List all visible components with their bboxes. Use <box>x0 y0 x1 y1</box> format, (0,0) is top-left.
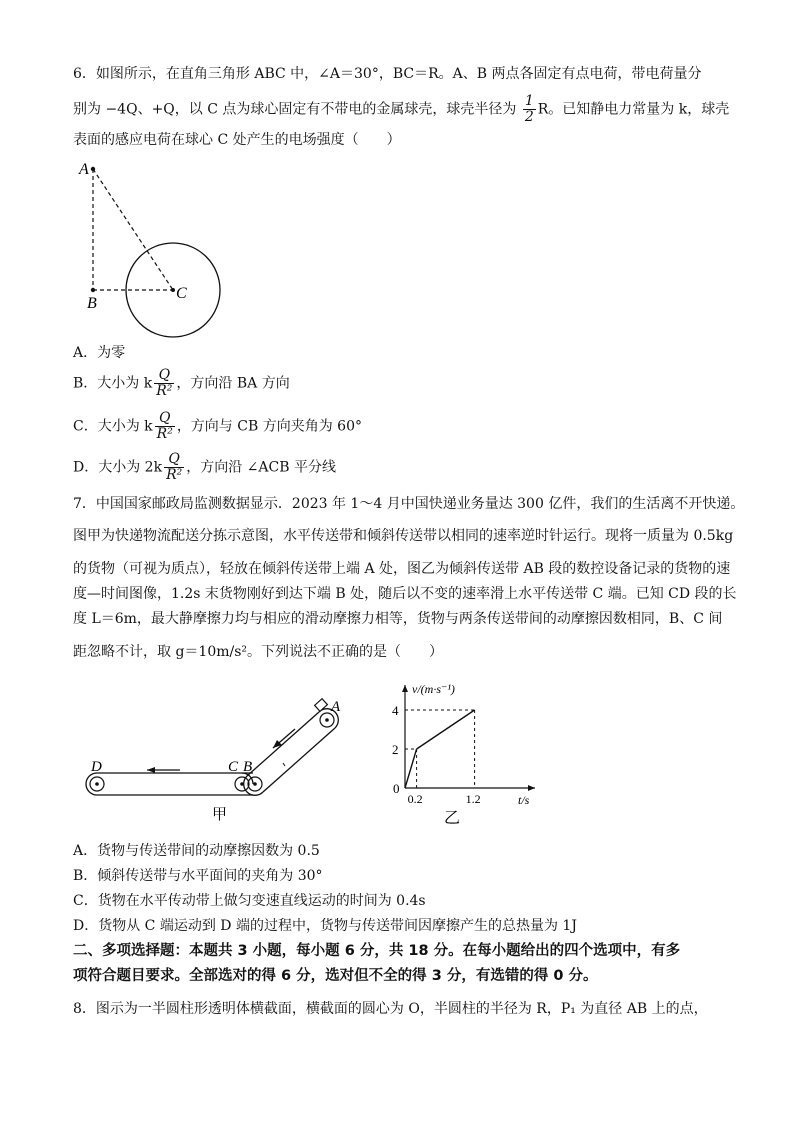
y-axis-arrowhead <box>402 685 408 692</box>
x-tick-label: 0.2 <box>407 792 423 806</box>
q6-line-2a: 别为 −4Q、+Q，以 C 点为球心固定有不带电的金属球壳，球壳半径为 <box>73 101 517 118</box>
q6-line-2b: R。已知静电力常量为 k，球壳 <box>537 101 730 118</box>
q7-line-1: 7．中国国家邮政局监测数据显示．2023 年 1～4 月中国快递业务量达 300 亿件，我们的生活离不开快递。 <box>73 496 745 512</box>
y-tick-label: 2 <box>392 742 399 757</box>
label-c: C <box>228 759 239 775</box>
section-2-heading-line-2: 项符合题目要求。全部选对的得 6 分，选对但不全的得 3 分，有选错的得 0 分。 <box>73 968 598 984</box>
q6-option-c <box>73 411 362 442</box>
q7-option-d: D．货物从 C 端运动到 D 端的过程中，货物与传送带间因摩擦产生的总热量为 1J <box>73 918 577 934</box>
q6-option-d-pre: D．大小为 2k <box>73 459 163 476</box>
point-a <box>91 167 95 171</box>
fraction-denominator: R² <box>166 467 183 483</box>
q7-option-a: A．货物与传送带间的动摩擦因数为 0.5 <box>73 843 320 859</box>
q6-option-d <box>73 452 336 483</box>
label-b: B <box>87 295 97 312</box>
q8-line-1: 8．图示为一半圆柱形透明体横截面，横截面的圆心为 O，半圆柱的半径为 R，P₁ 为直径 AB 上的点， <box>73 1001 708 1017</box>
horizontal-belt-arrowhead <box>147 767 155 773</box>
caption-yi: 乙 <box>444 810 461 827</box>
q6-option-b-pre: B．大小为 k <box>73 375 153 392</box>
q-over-r2-fraction <box>155 411 175 442</box>
label-c: C <box>176 285 187 302</box>
inclined-belt-top <box>247 712 319 776</box>
y-axis-label: v/(m·s⁻¹) <box>412 682 455 696</box>
half-fraction <box>523 94 536 125</box>
fraction-numerator: Q <box>154 368 174 384</box>
point-c <box>171 288 175 292</box>
q6-line-1: 6．如图所示，在直角三角形 ABC 中，∠A＝30°，BC＝R。A、B 两点各固定有点电荷，带电荷量分 <box>73 66 702 82</box>
q-over-r2-fraction <box>154 368 174 399</box>
x-axis-label: t/s <box>518 793 530 807</box>
half-denominator: 2 <box>524 109 534 125</box>
q6-option-b <box>73 368 290 399</box>
origin-label: 0 <box>393 781 400 796</box>
q7-line-2: 图甲为快递物流配送分拣示意图，水平传送带和倾斜传送带以相同的速率逆时针运行。现将一质量为 0.5kg <box>73 528 734 544</box>
label-a: A <box>79 161 89 178</box>
y-tick-label: 4 <box>392 703 399 718</box>
label-a: A <box>331 699 341 715</box>
fraction-numerator: Q <box>155 411 175 427</box>
velocity-time-chart-yi <box>385 675 540 830</box>
fraction-numerator: Q <box>164 452 184 468</box>
x-axis-arrowhead <box>528 785 535 791</box>
fraction-denominator: R² <box>156 383 173 399</box>
segment-ac <box>93 169 173 290</box>
half-numerator: 1 <box>524 93 534 109</box>
q6-option-b-post: ，方向沿 BA 方向 <box>176 375 290 392</box>
inclined-belt-bottom <box>263 728 335 792</box>
caption-jia: 甲 <box>212 807 228 823</box>
q6-line-3: 表面的感应电荷在球心 C 处产生的电场强度（ ） <box>73 132 401 148</box>
section-2-heading-line-1: 二、多项选择题：本题共 3 小题，每小题 6 分，共 18 分。在每小题给出的四个选项中，有多 <box>73 943 681 959</box>
q7-line-6: 距忽略不计，取 g＝10m/s²。下列说法不正确的是（ ） <box>73 644 444 660</box>
conveyor-figure-jia <box>85 695 355 825</box>
q7-option-c: C．货物在水平传动带上做匀变速直线运动的时间为 0.4s <box>73 893 426 909</box>
q7-line-3: 的货物（可视为质点），轻放在倾斜传送带上端 A 处，图乙为倾斜传送带 AB 段的数控设备记录的货物的速 <box>73 561 731 577</box>
q-over-r2-fraction <box>164 452 184 483</box>
roller-d-axle <box>95 782 99 786</box>
q6-figure-triangle-sphere <box>70 155 240 340</box>
roller-a-axle <box>325 718 329 722</box>
q7-option-b: B．倾斜传送带与水平面间的夹角为 30° <box>73 868 323 884</box>
x-tick-label: 1.2 <box>465 792 481 806</box>
velocity-line-segment <box>417 710 475 749</box>
inclined-belt-tick <box>283 763 285 766</box>
fraction-denominator: R² <box>156 426 173 442</box>
point-b <box>91 288 95 292</box>
q6-option-a: A．为零 <box>73 345 126 361</box>
q7-line-4: 度—时间图像，1.2s 末货物刚好到达下端 B 处，随后以不变的速率滑上水平传送带 C 端。已知 CD 段的长 <box>73 586 737 602</box>
velocity-line-segment <box>405 749 417 788</box>
roller-b-axle <box>253 782 257 786</box>
q6-option-c-post: ，方向与 CB 方向夹角为 60° <box>176 418 362 435</box>
q7-line-5: 度 L＝6m，最大静摩擦力均与相应的滑动摩擦力相等，货物与两条传送带间的动摩擦因数相同，B、C 间 <box>73 611 723 627</box>
q6-option-c-pre: C．大小为 k <box>73 418 153 435</box>
q6-line-2 <box>73 94 734 125</box>
label-b: B <box>243 759 253 775</box>
label-d: D <box>91 759 102 775</box>
q6-option-d-post: ，方向沿 ∠ACB 平分线 <box>186 459 336 476</box>
